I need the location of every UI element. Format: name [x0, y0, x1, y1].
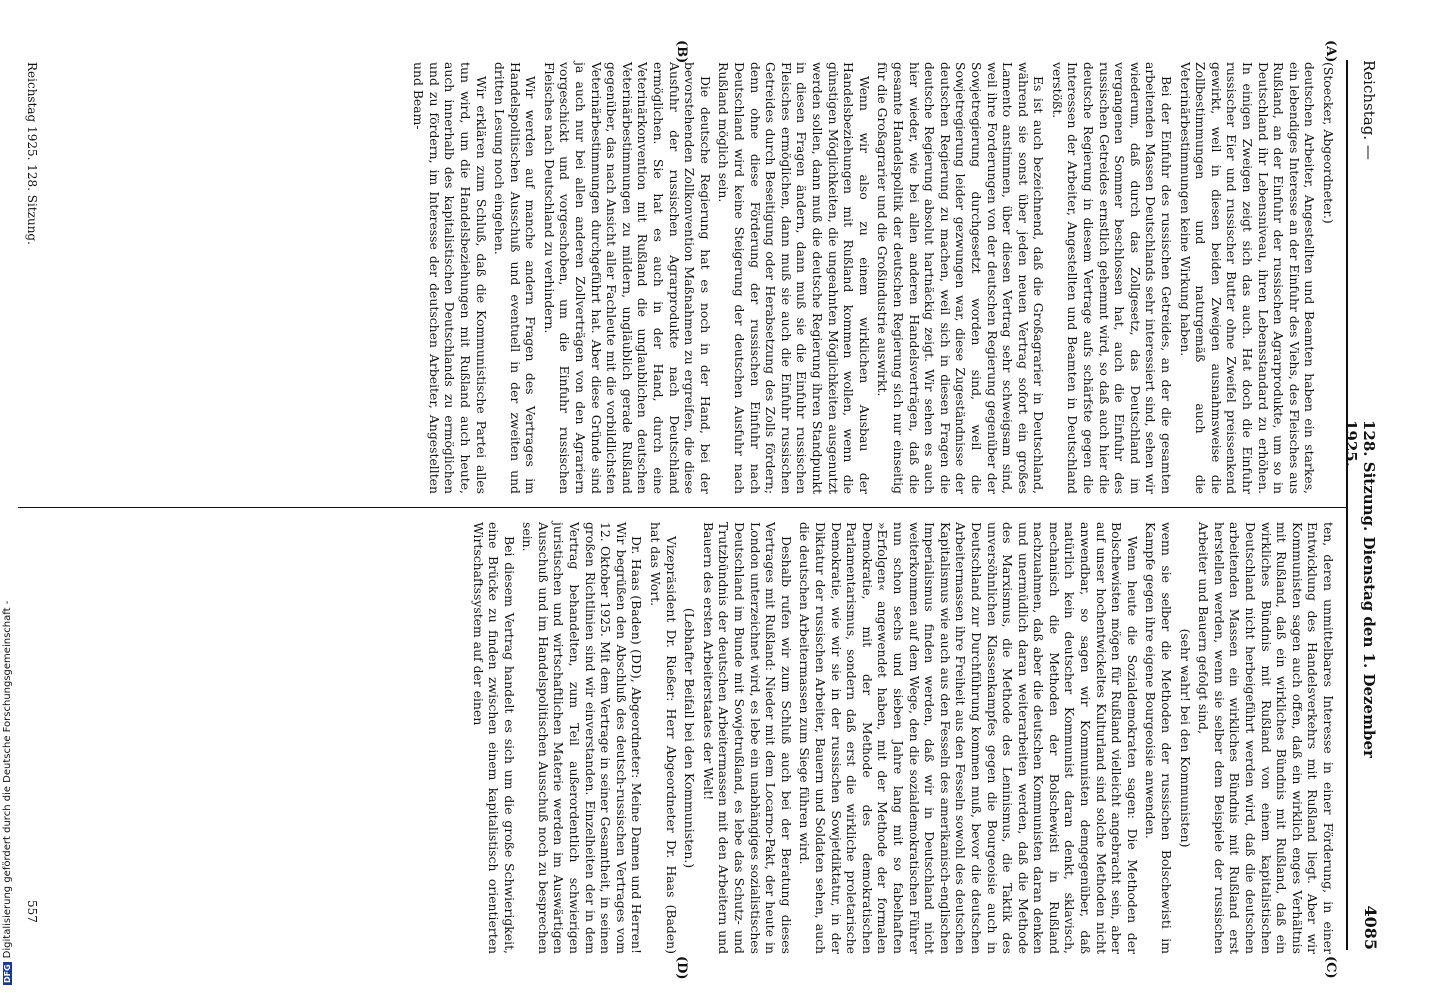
- right-text-column: [467, 522, 1336, 954]
- paragraph: ten, deren unmittelbares Interesse in einer Förderung, in einer Entwicklung des Handelsverkehrs mit Rußland liegt. Aber wir Kommunisten sagen auch offen, daß ein wirklich enges Verhältnis mit Rußland, daß ein wirkliches Bündnis mit Rußland, daß ein wirkliches Bündnis mit Rußland von einem kapitalistischen Deutschland nicht herbeigeführt werden wird, daß die deutschen arbeitenden Massen ein wirkliches Bündnis mit Rußland erst herstellen werden, wenn sie selber dem Beispiele der russischen Arbeiter und Bauern gefolgt sind,: [1196, 522, 1336, 954]
- paragraph: wenn sie selber die Methoden der russischen Bolschewisti im Kampfe gegen ihre eigene Bourgeoisie anwenden.: [1143, 522, 1175, 954]
- header-session-date: 128. Sitzung. Dienstag den 1. Dezember 1925.: [1342, 420, 1378, 758]
- paragraph: Es ist auch bezeichnend, daß die Großagrarier in Deutschland, während sie sonst über jeden neuen Vertrag sofort ein großes Lamento anstimmen, über diesen Vertrag sehr schweigsam sind, weil ihre Forderungen von der deutschen Regierung gegenüber der Sowjetregierung durchgesetzt worden sind, weil die Sowjetregierung leider gezwungen war, diese Zugeständnisse der deutschen Regierung zu machen, weil sich in diesen Fragen die deutsche Regierung absolut hartnäckig zeigt. Wir sehen es auch hier wieder, wie bei allen anderen Handelsverträgen, daß die gesamte Handelspolitik der deutschen Regierung sich nur einseitig für die Großagrarier und die Großindustrie auswirkt.: [875, 62, 1047, 494]
- margin-marker-a: (A): [1323, 40, 1338, 63]
- header-rule: [1346, 60, 1348, 950]
- digitization-note-text: Digitalisierung gefördert durch die Deutsche Forschungsgemeinschaft -: [2, 600, 13, 959]
- margin-marker-b: (B): [674, 40, 689, 64]
- footer-session: Reichstag 1925. 128. Sitzung.: [25, 62, 39, 245]
- digitization-note: [2, 600, 16, 985]
- footer-signature-mark: 557: [25, 900, 39, 923]
- dfg-logo-icon: DFG: [3, 964, 12, 983]
- speaker-paragraph: Dr. Haas (Baden) (DD), Abgeordneter: Meine Damen und Herren! Wir begrüßen den Abschluß des deutsch-russischen Vertrages vom 12. Oktober 1925. Mit dem Vertrage in seiner Gesamtheit, in seinen großen Richtlinien sind wir einverstanden. Einzelheiten der in dem Vertrag behandelten, zum Teil außerordentlich schwierigen juristischen und wirtschaftlichen Materie werden im Auswärtigen Ausschuß und im Handelspolitischen Ausschuß noch zu besprechen sein.: [520, 522, 645, 954]
- paragraph: Deshalb rufen wir zum Schluß auch bei der Beratung dieses Vertrages mit Rußland: Nieder mit dem Locarno-Pakt, der heute in London unterzeichnet wird, es lebe ein unabhängiges sozialistisches Deutschland im Bunde mit Sowjetrußland, es lebe das Schutz- und Trutzbündnis der deutschen Arbeitermassen mit den Arbeitern und Bauern des ersten Arbeiterstaates der Welt!: [700, 522, 794, 954]
- column-divider: [18, 507, 1348, 508]
- paragraph: Wir werden auf manche andern Fragen des Vertrages im Handelspolitischen Ausschuß und eventuell in der zweiten und dritten Lesung noch eingehen.: [492, 62, 539, 494]
- page-number: 4085: [1361, 905, 1380, 950]
- paragraph: Wenn heute die Sozialdemokraten sagen: Die Methoden der Bolschewisten mögen für Rußland vielleicht angebracht sein, aber auf unser hochentwickeltes Kulturland sind solche Methoden nicht anwendbar, so sagen wir Kommunisten demgegenüber, daß natürlich kein deutscher Kommunist daran denkt, sklavisch, mechanisch die Methoden der Bolschewisti in Rußland nachzuahmen, daß aber die deutschen Kommunisten daran denken und unermüdlich daran weiterarbeiten werden, daß die Methode des Marxismus, die Methode des Leninismus, die Taktik des unversöhnlichen Klassenkampfes gegen die Bourgeoisie auch in Deutschland zur Durchführung kommen muß, bevor die deutschen Arbeitermassen ihre Freiheit aus den Fesseln sowohl des deutschen Kapitalismus wie auch aus den Fesseln des amerikanisch-englischen Imperialismus finden werden, daß wir in Deutschland nicht weiterkommen auf dem Wege, den die sozialdemokratischen Führer nun schon sechs und sieben Jahre lang mit so fabelhaften »Erfolgen« angewendet haben, mit der Methode der formalen Demokratie, mit der Methode des demokratischen Parlamentarismus, sondern daß erst die wirkliche proletarische Demokratie, wie wir sie in der russischen Sowjetdiktatur, in der Diktatur der russischen Arbeiter, Bauern und Soldaten sehen, auch die deutschen Arbeitermassen zum Siege führen wird.: [797, 522, 1140, 954]
- paragraph: Bei der Einfuhr des russischen Getreides, an der die gesamten arbeitenden Massen Deutschlands sehr interessiert sind, sehen wir wiederum, daß durch das Zollgesetz, das Deutschland im vergangenen Sommer beschlossen hat, auch die Einfuhr des russischen Getreides ernstlich gehemmt wird, so daß auch hier die deutsche Regierung in diesem Vertrage aufs schärfste gegen die Interessen der Arbeiter, Angestellten und Beamten in Deutschland verstößt.: [1049, 62, 1175, 494]
- paragraph: deutschen Arbeiter, Angestellten und Beamten haben ein starkes, ein lebendiges Interesse an der Einfuhr des Viehs, des Fleisches aus Rußland, an der Einfuhr der russischen Agrarprodukte, um so in Deutschland ihr Lebensniveau, ihren Lebensstandard zu erhöhen. In einigen Zweigen zeigt sich das auch. Hat doch die Einfuhr russischer Eier und russischer Butter ohne Zweifel preissenkend gewirkt, weil in diesen beiden Zweigen ausnahmsweise die Zollbestimmungen und naturgemäß auch die Veterinärbestimmungen keine Wirkung haben.: [1177, 62, 1318, 494]
- paragraph: Wenn wir also zu einem wirklichen Ausbau der Handelsbeziehungen mit Rußland kommen wollen, wenn die günstigen Möglichkeiten, die ungeahnten Möglichkeiten ausgenutzt werden sollen, dann muß die deutsche Regierung ihren Standpunkt in diesen Fragen ändern, dann muß sie die Einfuhr russischen Fleisches ermöglichen, dann muß sie auch die Einfuhr russischen Getreides durch Beseitigung oder Herabsetzung des Zolls fördern; denn ohne diese Förderung der russischen Einfuhr nach Deutschland wird keine Steigerung der deutschen Ausfuhr nach Rußland möglich sein.: [716, 62, 872, 494]
- paragraph: Bei diesem Vertrag handelt es sich um die große Schwierigkeit, eine Brücke zu finden zwischen einem kapitalistisch orientierten Wirtschaftssystem auf der einen: [470, 522, 517, 954]
- chair-announcement: Vizepräsident Dr. Rießer: Herr Abgeordneter Dr. Haas (Baden) hat das Wort.: [648, 522, 679, 954]
- speaker-continuation: (Stoecker, Abgeordneter.): [1321, 62, 1336, 224]
- margin-marker-c: (C): [1323, 956, 1338, 979]
- paragraph: Wir erklären zum Schluß, daß die Kommunistische Partei alles tun wird, um die Handelsbeziehungen mit Rußland auch heute, auch innerhalb des kapitalistischen Deutschlands zu ermöglichen und zu fördern, im Interesse der deutschen Arbeiter, Angestellten und Beam-: [411, 62, 489, 494]
- left-text-column: [408, 62, 1336, 494]
- paragraph: Die deutsche Regierung hat es noch in der Hand, bei der bevorstehenden Zollkonvention Maßnahmen zu ergreifen, die diese Ausfuhr der russischen Agrarprodukte nach Deutschland ermöglichen. Sie hat es auch in der Hand, durch eine Veterinärkonvention mit Rußland die unglaublichen deutschen Veterinärbestimmungen zu mildern, ungläublich gerade Rußland gegenüber, das nach Ansicht aller Fachleute mit die vorbildlichsten Veterinärbestimmungen durchgeführt hat. Aber diese Gründe sind ja auch nur bei allen anderen Zollverträgen von den Agrariern vorgeschickt und vorgeschoben, um die Einfuhr russischen Fleisches nach Deutschland zu verhindern.: [541, 62, 713, 494]
- interjection: (Lebhafter Beifall bei den Kommunisten.): [682, 607, 698, 869]
- header-left: Reichstag. —: [1360, 60, 1378, 160]
- interjection: (sehr wahr! bei den Kommunisten): [1177, 628, 1193, 848]
- margin-marker-d: (D): [674, 956, 689, 980]
